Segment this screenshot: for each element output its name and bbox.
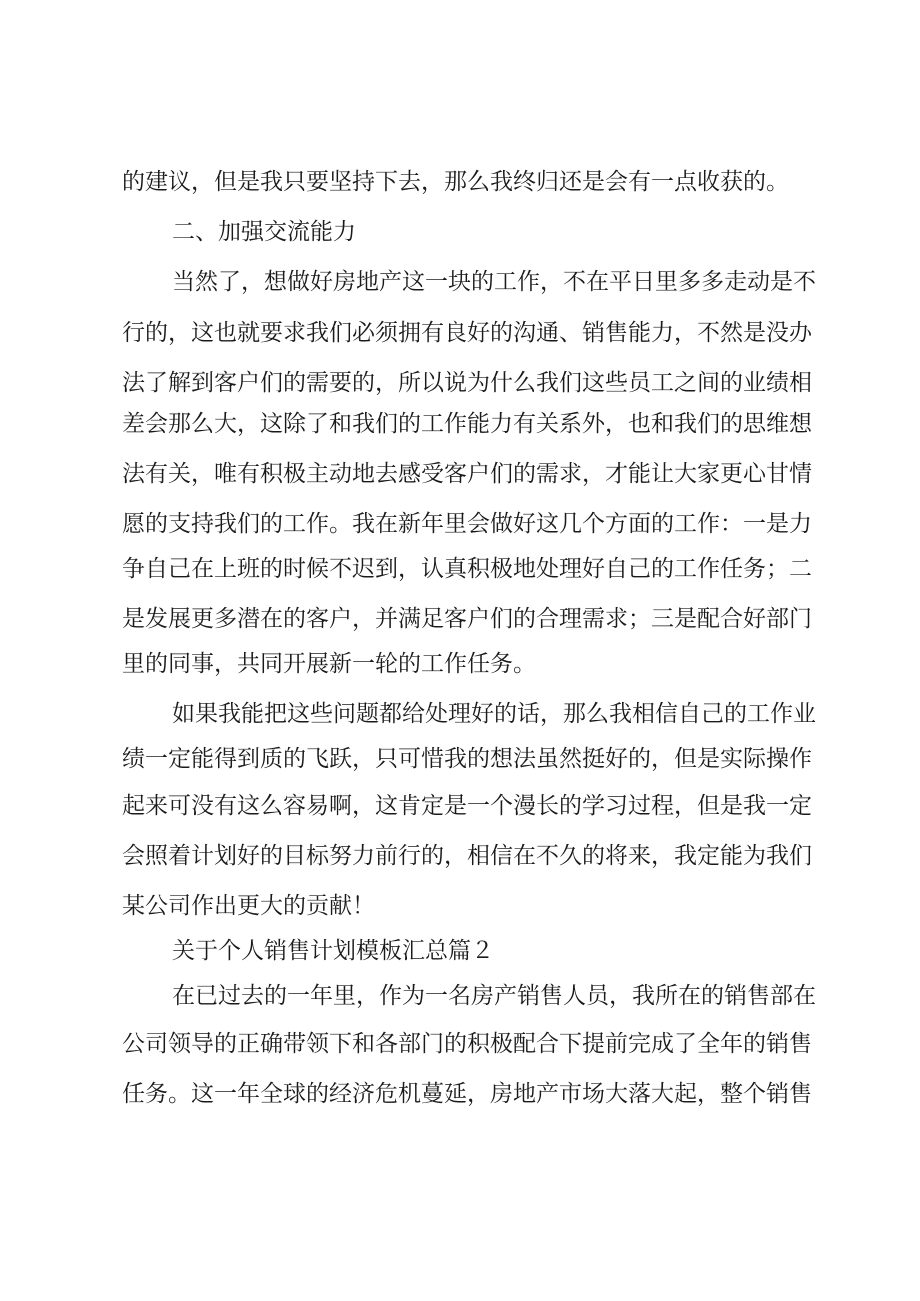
- text-line: [0, 363, 920, 403]
- text-line: [0, 786, 920, 826]
- line-text: 争自己在上班的时候不迟到，认真积极地处理好自己的工作任务；二: [122, 556, 812, 582]
- heading-text: 二、加强交流能力: [172, 219, 356, 245]
- text-line: [0, 404, 920, 444]
- line-text: 绩一定能得到质的飞跃，只可惜我的想法虽然挺好的，但是实际操作: [122, 746, 812, 772]
- line-text: 法了解到客户们的需要的，所以说为什么我们这些员工之间的业绩相: [122, 370, 812, 396]
- line-text: 任务。这一年全球的经济危机蔓延，房地产市场大落大起，整个销售: [122, 1081, 812, 1107]
- line-text: 法有关，唯有积极主动地去感受客户们的需求，才能让大家更心甘情: [122, 461, 812, 487]
- text-line: [0, 549, 920, 589]
- line-text: 当然了，想做好房地产这一块的工作，不在平日里多多走动是不: [172, 269, 816, 295]
- line-text: 在已过去的一年里，作为一名房产销售人员，我所在的销售部在: [172, 983, 816, 1009]
- text-line: [0, 739, 920, 779]
- text-line: [0, 262, 920, 302]
- line-text: 起来可没有这么容易啊，这肯定是一个漫长的学习过程，但是我一定: [122, 793, 812, 819]
- line-text: 里的同事，共同开展新一轮的工作任务。: [122, 651, 536, 677]
- line-text: 愿的支持我们的工作。我在新年里会做好这几个方面的工作：一是力: [122, 511, 812, 537]
- text-line: [0, 1074, 920, 1114]
- text-line: [0, 454, 920, 494]
- text-line: [0, 976, 920, 1016]
- line-text: 如果我能把这些问题都给处理好的话，那么我相信自己的工作业: [172, 701, 816, 727]
- line-text: 是发展更多潜在的客户，并满足客户们的合理需求；三是配合好部门: [122, 606, 812, 632]
- line-text: 的建议，但是我只要坚持下去，那么我终归还是会有一点收获的。: [122, 169, 789, 195]
- text-line: [0, 644, 920, 684]
- heading-text: 关于个人销售计划模板汇总篇２: [172, 938, 494, 964]
- text-line: [0, 694, 920, 734]
- line-text: 差会那么大，这除了和我们的工作能力有关系外，也和我们的思维想: [122, 411, 812, 437]
- text-line: [0, 162, 920, 202]
- text-line: [0, 313, 920, 353]
- text-line: [0, 1024, 920, 1064]
- text-line: [0, 886, 920, 926]
- line-text: 会照着计划好的目标努力前行的，相信在不久的将来，我定能为我们: [122, 843, 812, 869]
- line-text: 公司领导的正确带领下和各部门的积极配合下提前完成了全年的销售: [122, 1031, 812, 1057]
- text-line: [0, 599, 920, 639]
- section-heading: [0, 931, 920, 971]
- line-text: 行的，这也就要求我们必须拥有良好的沟通、销售能力，不然是没办: [122, 320, 812, 346]
- line-text: 某公司作出更大的贡献！: [122, 893, 375, 919]
- text-line: [0, 836, 920, 876]
- section-heading: [0, 212, 920, 252]
- text-line: [0, 504, 920, 544]
